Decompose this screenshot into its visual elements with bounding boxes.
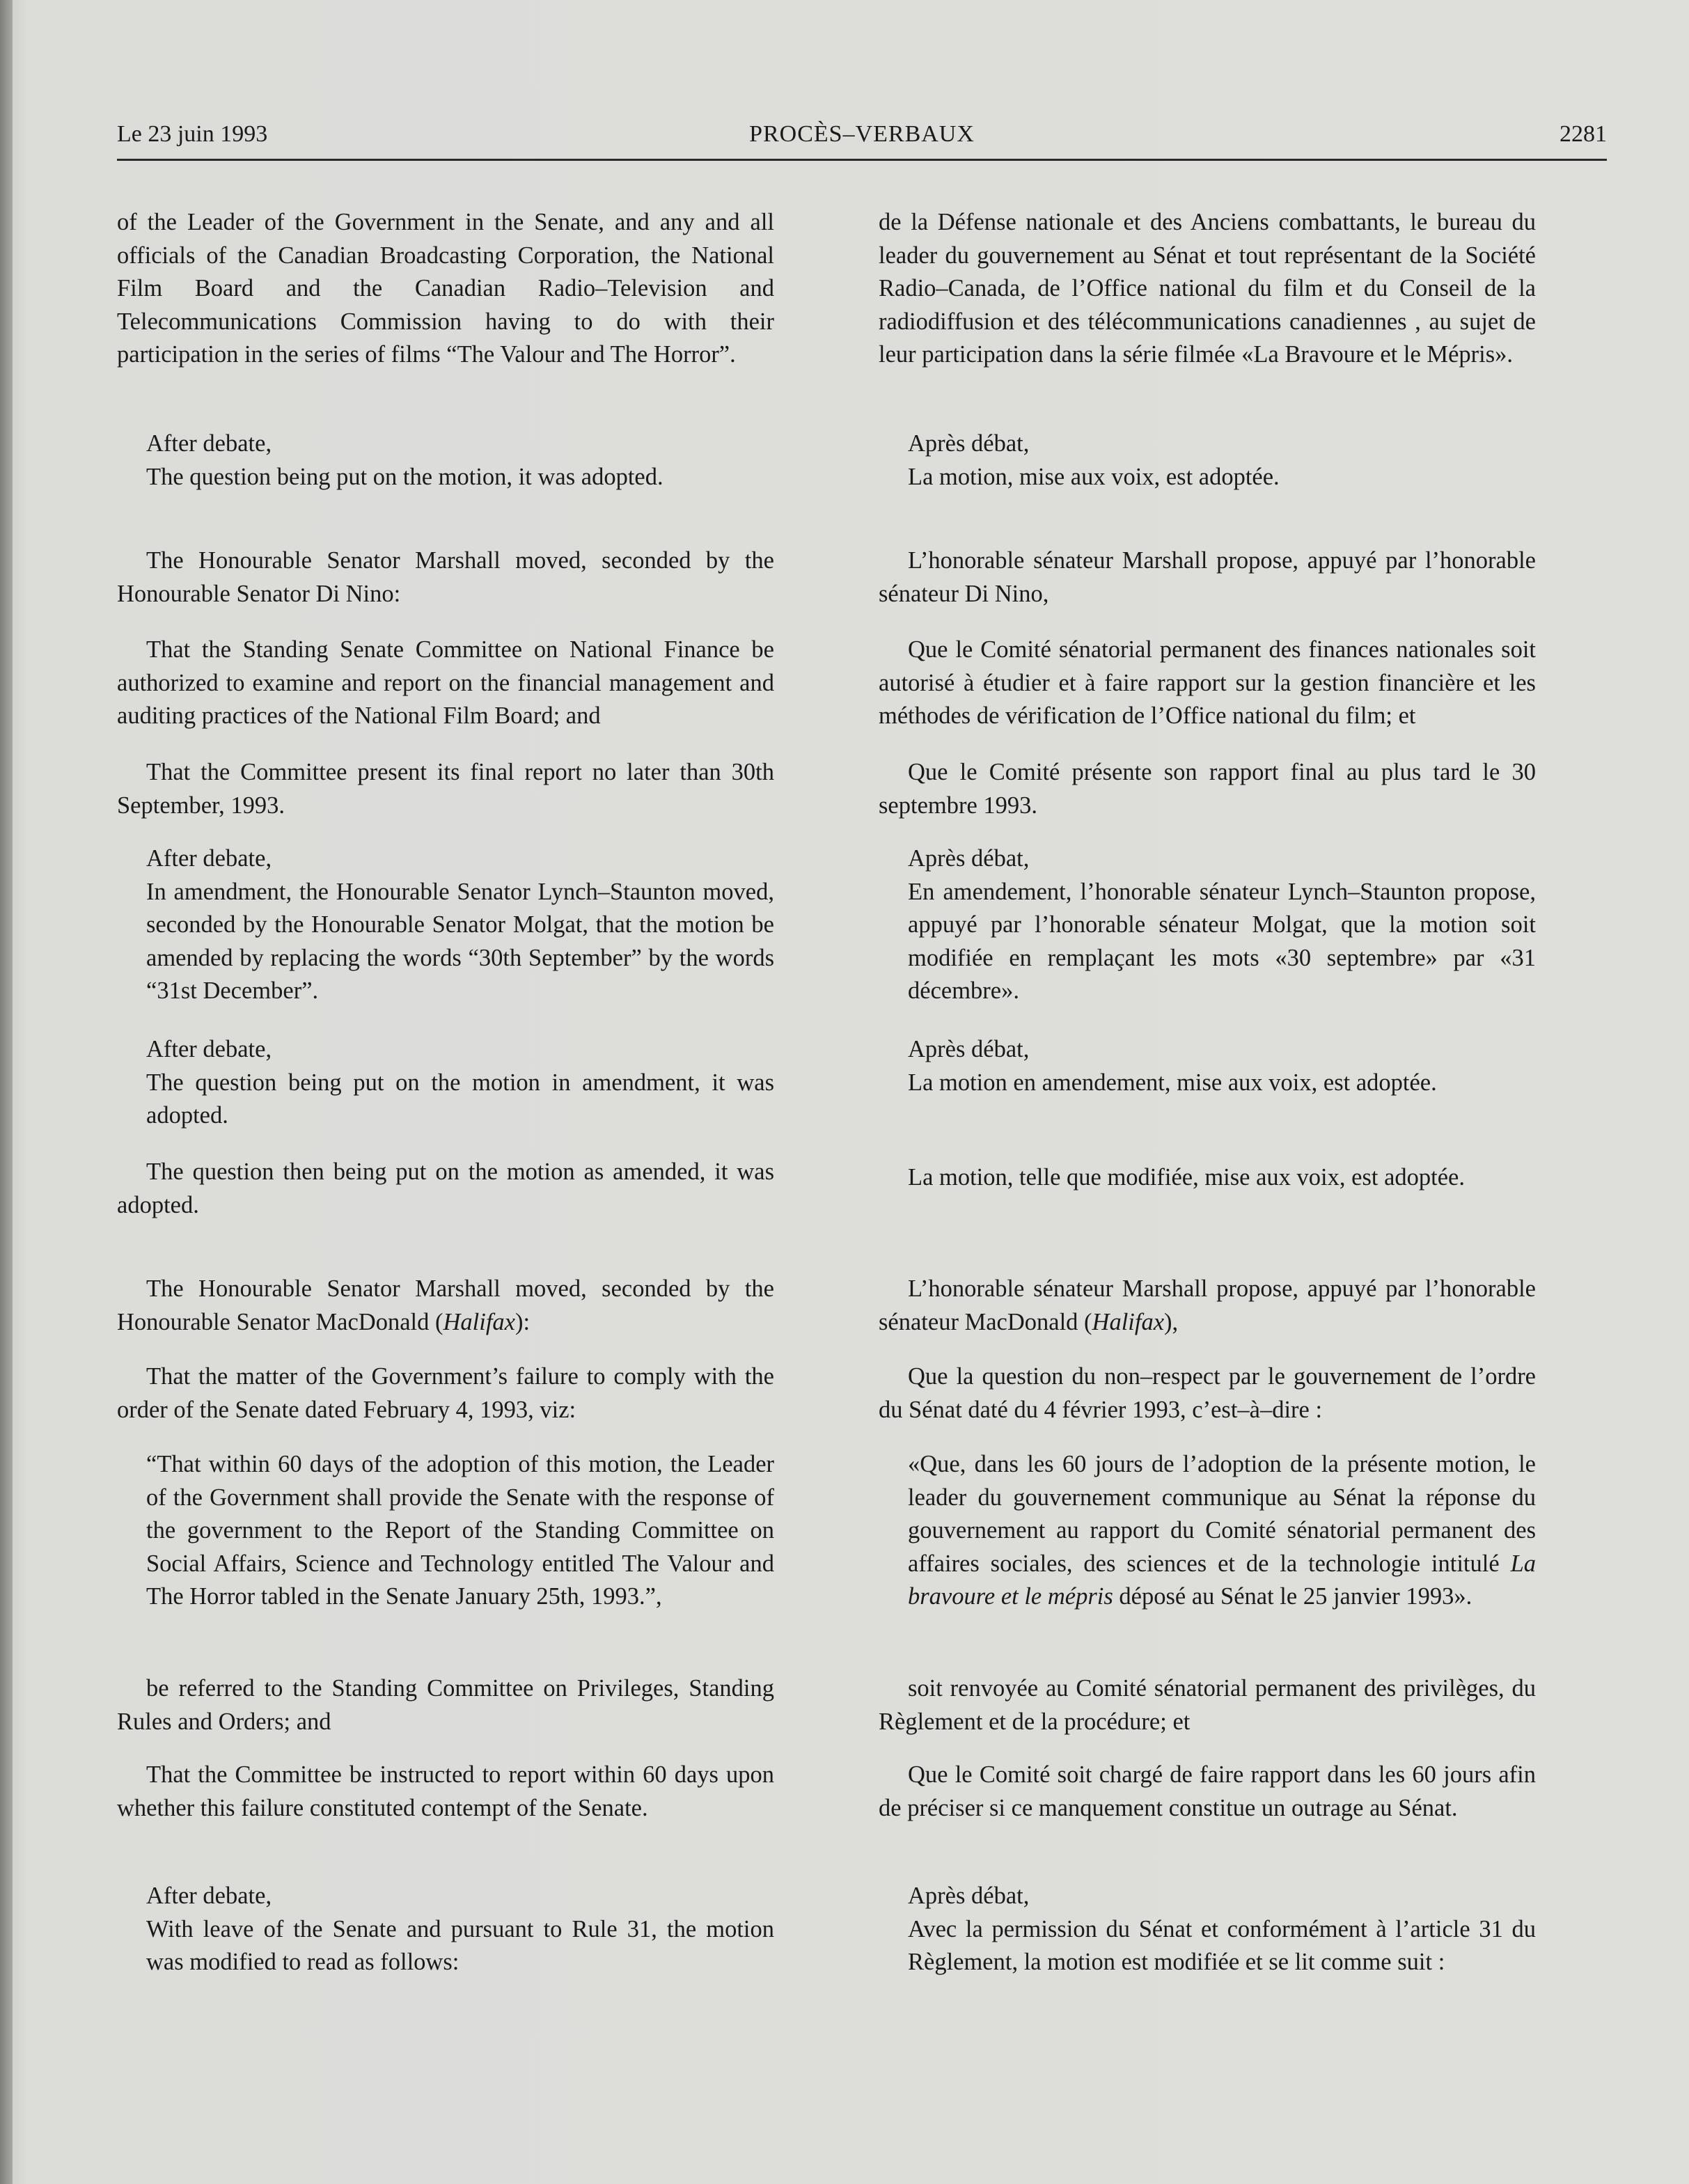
en-amendment-adopted: The question being put on the motion in amendment, it was adopted. xyxy=(146,1069,774,1129)
fr-apres-debat-1: Après débat, xyxy=(908,430,1030,457)
en-paragraph-14 xyxy=(117,1880,774,1979)
header-rule xyxy=(117,159,1607,161)
fr-motion-adoptee-1: La motion, mise aux voix, est adoptée. xyxy=(908,463,1280,490)
page-header xyxy=(117,121,1607,156)
fr-p11-italic: La bravoure et le mépris xyxy=(908,1550,1536,1610)
binding-edge xyxy=(0,0,13,2184)
fr-p11-text-a: «Que, dans les 60 jours de l’adoption de la présente motion, le leader du gouvernement communique au Sénat la réponse du gouvernement au rapport du Comité sénatorial permanent des affaires sociales, des sciences et de la technologie intitulé xyxy=(908,1451,1536,1577)
en-leave-of-senate: With leave of the Senate and pursuant to Rule 31, the motion was modified to read as follows: xyxy=(146,1915,774,1976)
fr-paragraph-14 xyxy=(879,1880,1536,1979)
fr-apres-debat-2: Après débat, xyxy=(908,845,1030,872)
en-paragraph-3: The Honourable Senator Marshall moved, seconded by the Honourable Senator Di Nino: xyxy=(117,547,774,607)
fr-paragraph-9 xyxy=(879,1273,1536,1339)
en-after-debate-2: After debate, xyxy=(146,845,272,872)
fr-p9-italic: Halifax xyxy=(1092,1308,1165,1335)
en-p9-text: The Honourable Senator Marshall moved, seconded by the Honourable Senator MacDonald ( xyxy=(117,1275,774,1335)
fr-paragraph-2 xyxy=(879,427,1536,494)
fr-paragraph-7 xyxy=(879,1033,1536,1099)
en-paragraph-11: “That within 60 days of the adoption of this motion, the Leader of the Government shall provide the Senate with the response of the government to the Report of the Standing Committee on Social Affairs, Science and Technology entitled The Valour and The Horror tabled in the Senate January 25th, 1993.”, xyxy=(146,1451,774,1610)
header-title: PROCÈS–VERBAUX xyxy=(749,121,975,147)
en-after-debate-1: After debate, xyxy=(146,430,272,457)
en-paragraph-8: The question then being put on the motion as amended, it was adopted. xyxy=(117,1158,774,1218)
fr-paragraph-11 xyxy=(879,1448,1536,1614)
en-after-debate-4: After debate, xyxy=(146,1883,272,1909)
en-paragraph-9 xyxy=(117,1273,774,1339)
header-page-number: 2281 xyxy=(1560,121,1607,147)
en-after-debate-3: After debate, xyxy=(146,1036,272,1062)
en-paragraph-1: of the Leader of the Government in the Senate, and any and all officials of the Canadian Broadcasting Corporation, the National Film Board and the Canadian Radio–Television and Telecommunications Commission having to do with their participation in the series of films “The Valour and The Horror”. xyxy=(117,209,774,368)
en-amendment: In amendment, the Honourable Senator Lynch–Staunton moved, seconded by the Honourable Senator Molgat, that the motion be amended by replacing the words “30th September” by the words “31st December”. xyxy=(146,878,774,1005)
en-paragraph-10: That the matter of the Government’s failure to comply with the order of the Senate dated February 4, 1993, viz: xyxy=(117,1363,774,1423)
fr-p9-text: L’honorable sénateur Marshall propose, appuyé par l’honorable sénateur MacDonald ( xyxy=(879,1275,1536,1335)
fr-paragraph-13: Que le Comité soit chargé de faire rapport dans les 60 jours afin de préciser si ce manquement constitue un outrage au Sénat. xyxy=(879,1761,1536,1821)
en-paragraph-12: be referred to the Standing Committee on Privileges, Standing Rules and Orders; and xyxy=(117,1675,774,1735)
fr-paragraph-5: Que le Comité présente son rapport final au plus tard le 30 septembre 1993. xyxy=(879,759,1536,819)
en-paragraph-13: That the Committee be instructed to report within 60 days upon whether this failure constituted contempt of the Senate. xyxy=(117,1761,774,1821)
en-paragraph-7 xyxy=(117,1033,774,1133)
en-p9-italic: Halifax xyxy=(443,1308,515,1335)
en-paragraph-6 xyxy=(117,842,774,1008)
fr-paragraph-1: de la Défense nationale et des Anciens combattants, le bureau du leader du gouvernement au Sénat et tout représentant de la Société Radio–Canada, de l’Office national du film et du Conseil de la radiodiffusion et des télécommunications canadiennes , au sujet de leur participation dans la série filmée «La Bravoure et le Mépris». xyxy=(879,209,1536,368)
en-paragraph-4: That the Standing Senate Committee on National Finance be authorized to examine and report on the financial management and auditing practices of the National Film Board; and xyxy=(117,636,774,730)
fr-p9-end: ), xyxy=(1164,1308,1179,1335)
fr-paragraph-3: L’honorable sénateur Marshall propose, appuyé par l’honorable sénateur Di Nino, xyxy=(879,547,1536,607)
en-paragraph-5: That the Committee present its final report no later than 30th September, 1993. xyxy=(117,759,774,819)
fr-apres-debat-3: Après débat, xyxy=(908,1036,1030,1062)
fr-apres-debat-4: Après débat, xyxy=(908,1883,1030,1909)
en-p9-end: ): xyxy=(514,1308,531,1335)
fr-paragraph-6 xyxy=(879,842,1536,1008)
en-paragraph-2 xyxy=(117,427,774,494)
fr-p11-text-b: déposé au Sénat le 25 janvier 1993». xyxy=(1113,1583,1472,1610)
fr-paragraph-8: La motion, telle que modifiée, mise aux voix, est adoptée. xyxy=(908,1164,1465,1191)
fr-permission-senat: Avec la permission du Sénat et conformément à l’article 31 du Règlement, la motion est modifiée et se lit comme suit : xyxy=(908,1915,1536,1976)
header-date: Le 23 juin 1993 xyxy=(117,121,268,147)
fr-paragraph-10: Que la question du non–respect par le gouvernement de l’ordre du Sénat daté du 4 février 1993, c’est–à–dire : xyxy=(879,1363,1536,1423)
fr-paragraph-12: soit renvoyée au Comité sénatorial permanent des privilèges, du Règlement et de la procédure; et xyxy=(879,1675,1536,1735)
fr-amendement-adoptee: La motion en amendement, mise aux voix, est adoptée. xyxy=(908,1069,1437,1096)
fr-paragraph-4: Que le Comité sénatorial permanent des finances nationales soit autorisé à étudier et à faire rapport sur la gestion financière et les méthodes de vérification de l’Office national du film; et xyxy=(879,636,1536,730)
en-question-adopted-1: The question being put on the motion, it was adopted. xyxy=(146,463,663,490)
fr-amendement: En amendement, l’honorable sénateur Lynch–Staunton propose, appuyé par l’honorable sénateur Molgat, que la motion soit modifiée en remplaçant les mots «30 septembre» par «31 décembre». xyxy=(908,878,1536,1005)
